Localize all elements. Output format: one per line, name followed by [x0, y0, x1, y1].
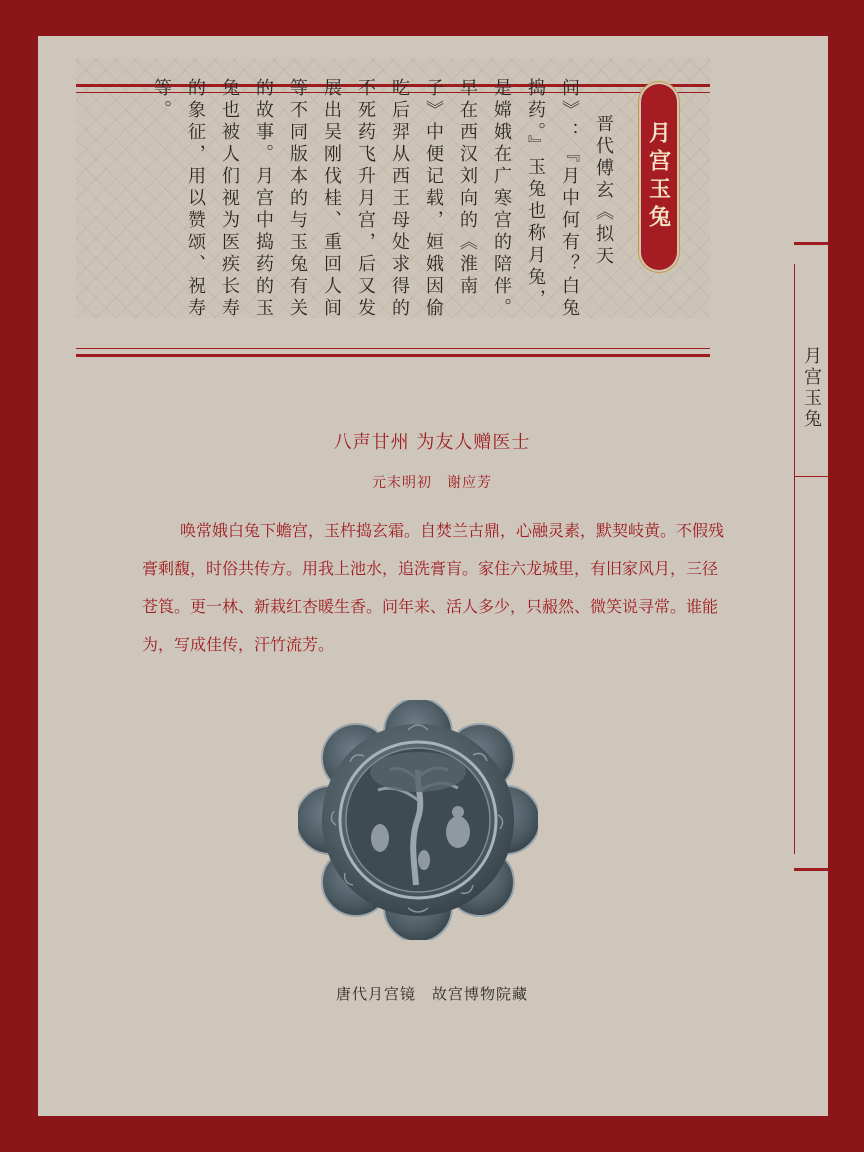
bottom-frame-thin-line	[76, 348, 710, 349]
intro-text: 晋代傅玄《拟天问》：『月中何有？白兔捣药。』玉兔也称月兔，是嫦娥在广寒宫的陪伴。早在西汉刘向的《淮南子》中便记载，姮娥因偷吃后羿从西王母处求得的不死药飞升月宫，后又发展出吴刚伐桂、重回人间等不同版本的与玉兔有关的故事。月宫中捣药的玉兔也被人们视为医疾长寿的象征，用以赞颂、祝寿等。	[151, 78, 614, 320]
side-tab-bottom-mark	[794, 868, 828, 871]
section-title: 月宫玉兔	[645, 121, 672, 233]
poem-title: 八声甘州 为友人赠医士	[333, 432, 531, 453]
section-title-badge	[641, 84, 677, 270]
side-tab-label: 月宫玉兔	[801, 346, 822, 430]
poem-author: 元末明初 谢应芳	[372, 475, 492, 491]
bottom-frame-line	[76, 354, 710, 357]
side-tab-top-mark	[794, 242, 828, 245]
side-tab-rule	[794, 264, 795, 854]
tang-moon-palace-mirror-image	[298, 700, 538, 940]
artifact-caption: 唐代月宫镜 故宫博物院藏	[335, 985, 528, 1003]
poem-body: 唤常娥白兔下蟾宫，玉杵捣玄霜。自焚兰古鼎，心融灵素，默契岐黄。不假残膏剩馥，时俗共传方。用我上池水，追洗膏肓。家住六龙城里，有旧家风月，三径苍筤。更一林、新栽红杏暖生香。问年来、活人多少，只赧然、微笑说寻常。谁能为，写成佳传，汗竹流芳。	[142, 521, 725, 654]
